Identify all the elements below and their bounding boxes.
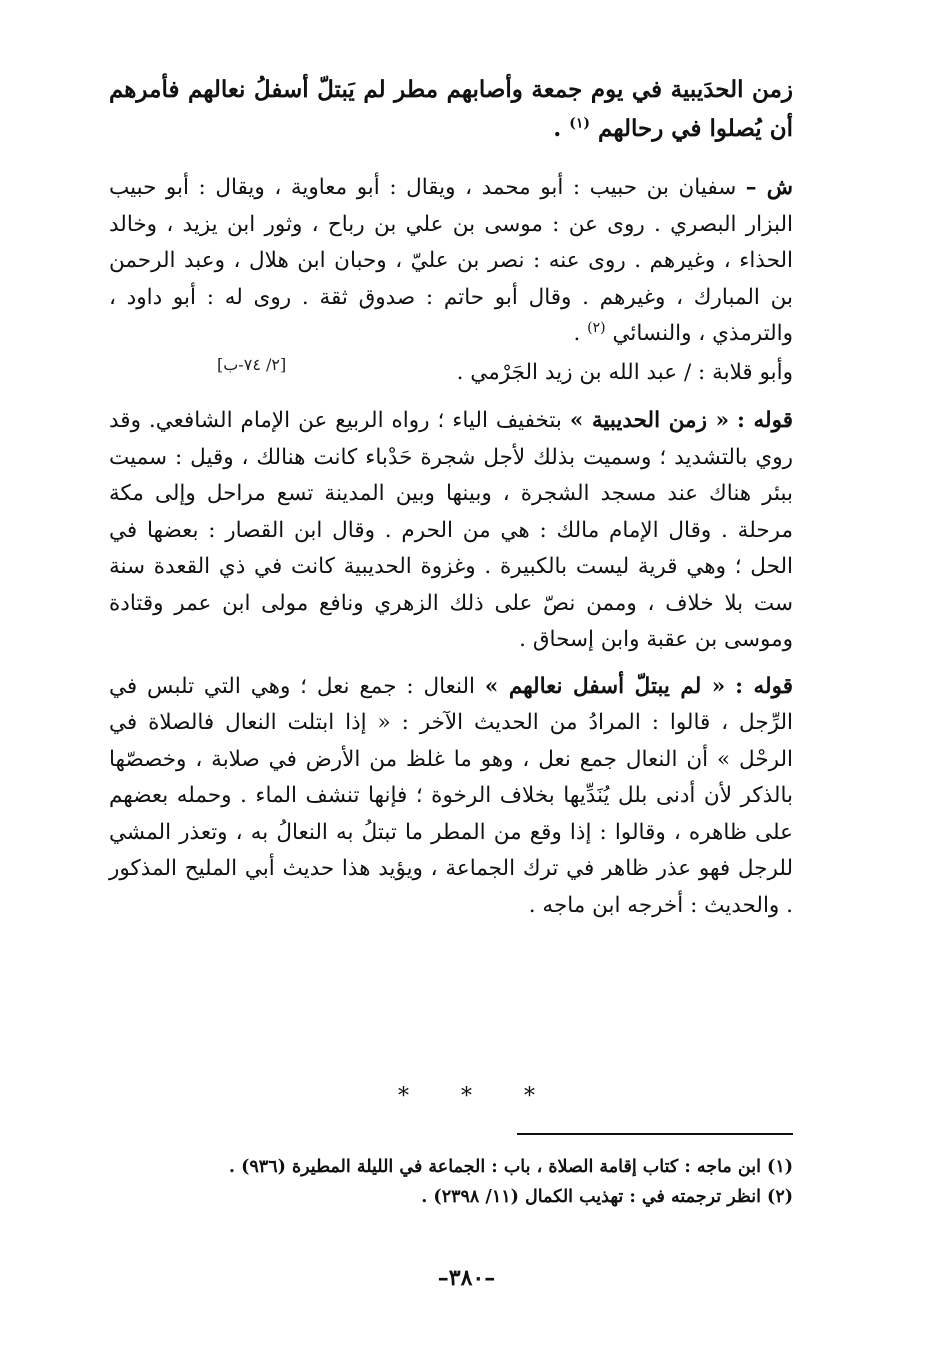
separator-star: *: [398, 1084, 409, 1109]
commentary-sandals: [109, 669, 793, 925]
footnote-ref-2: (٢): [587, 319, 606, 336]
manuscript-folio-ref: [٢/ ٧٤-ب]: [217, 354, 287, 374]
footnote-divider: [517, 1133, 793, 1135]
separator-star: *: [461, 1084, 472, 1109]
biography-end: .: [573, 321, 581, 346]
footnote-ref-1: (١): [569, 115, 591, 132]
commentary-2-text: النعال : جمع نعل ؛ وهي التي تلبس في الرِّجل ، قالوا : المرادُ من الحديث الآخر : « إذا ابتلت النعال فالصلاة في الرحْل » أن النعال جمع نعل ، وهو ما غلظ من الأرض في صلابة ، وخصصّها بالذكر لأن أدنى بلل يُنَدِّيها بخلاف الرخوة ؛ فإنها تنشف الماء . وحمله بعضهم على ظاهره ، وقالوا : إذا وقع من المطر ما تبتلُ به النعالُ به ، وتعذر المشي للرجل فهو عذر ظاهر في ترك الجماعة ، ويؤيد هذا حديث أبي المليح المذكور . والحديث : أخرجه ابن ماجه .: [109, 673, 793, 918]
footnote-2: (٢) انظر ترجمته في : تهذيب الكمال (١١/ ٢٣٩٨) .: [421, 1187, 793, 1207]
section-separator: [0, 1084, 933, 1110]
footnotes: [109, 1152, 793, 1212]
separator-star: *: [524, 1084, 535, 1109]
hadith-text: [109, 70, 793, 148]
narrator-biography: [109, 170, 793, 353]
commentary-hudaybiya: [109, 403, 793, 659]
commentary-2-quote: « لم يبتلّ أسفل نعالهم »: [484, 673, 726, 699]
qilaba-line: وأبو قلابة : / عبد الله بن زيد الجَرْمي .: [456, 359, 793, 385]
commentary-2-lead: قوله :: [735, 673, 793, 699]
qilaba-line-wrap: [109, 355, 793, 392]
hadith-end: .: [553, 115, 562, 142]
sharh-marker: ش –: [745, 175, 793, 200]
commentary-1-lead: قوله :: [736, 408, 793, 433]
commentary-1-quote: « زمن الحديبية »: [569, 408, 730, 433]
biography-text: سفيان بن حبيب : أبو محمد ، ويقال : أبو معاوية ، ويقال : أبو حبيب البزار البصري . روى عن : موسى بن علي بن رباح ، وثور ابن يزيد ، وخالد الحذاء ، وغيرهم . روى عنه : نصر بن عليّ ، وحبان ابن هلال ، وعبد الرحمن بن المبارك ، وغيرهم . وقال أبو حاتم : صدوق ثقة . روى له : أبو داود ، والترمذي ، والنسائي: [109, 175, 793, 346]
commentary-1-text: بتخفيف الياء ؛ رواه الربيع عن الإمام الشافعي. وقد روي بالتشديد ؛ وسميت بذلك لأجل شجرة حَدْباء كانت هنالك ، وقيل : سميت ببئر هناك عند مسجد الشجرة ، وبينها وبين المدينة تسع مراحل وإلى مكة مرحلة . وقال الإمام مالك : هي من الحرم . وقال ابن القصار : بعضها في الحل ؛ وهي قرية ليست بالكبيرة . وغزوة الحديبية كانت في ذي القعدة سنة ست بلا خلاف ، وممن نصّ على ذلك الزهري ونافع مولى ابن عمر وقتادة وموسى بن عقبة وابن إسحاق .: [109, 408, 793, 652]
main-text-block: [109, 70, 793, 934]
page-number: –٣٨٠–: [437, 1265, 496, 1291]
hadith-body: زمن الحدَيبية في يوم جمعة وأصابهم مطر لم يَبتلّ أسفلُ نعالهم فأمرهم أن يُصلوا في رحالهم: [109, 76, 793, 142]
footnote-1: (١) ابن ماجه : كتاب إقامة الصلاة ، باب : الجماعة في الليلة المطيرة (٩٣٦) .: [228, 1157, 793, 1177]
